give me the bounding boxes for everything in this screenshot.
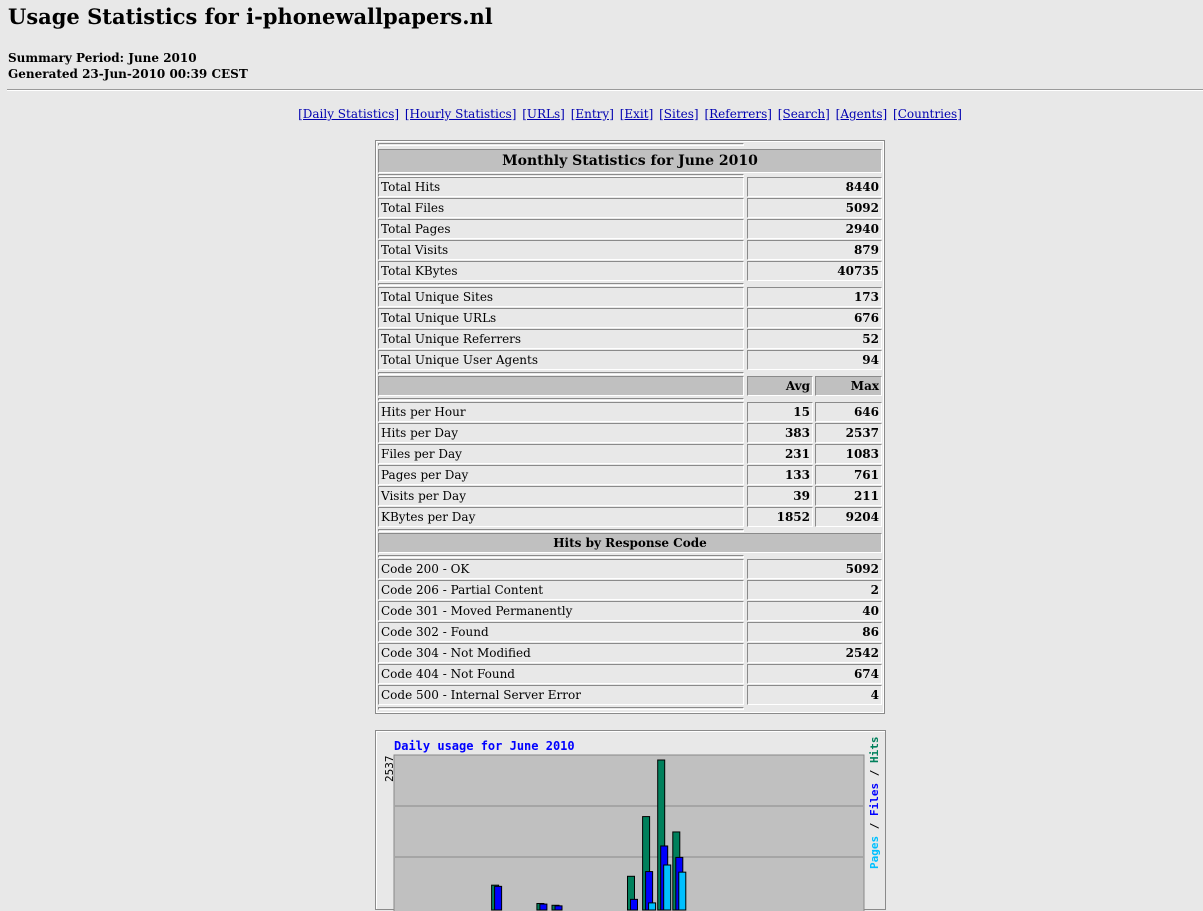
chart-legend <box>868 737 881 870</box>
files-bar-day-10 <box>540 904 547 910</box>
chart-y-max-label: 2537 <box>383 755 396 782</box>
response-code-value: 5092 <box>747 559 882 579</box>
table-separator <box>378 707 744 710</box>
legend-hits: Hits <box>868 736 881 763</box>
rates-header-blank <box>378 376 744 396</box>
table-separator <box>378 143 744 146</box>
rate-max-value: 9204 <box>815 507 882 527</box>
nav-link-agents[interactable]: [Agents] <box>835 107 888 121</box>
stat-value: 5092 <box>747 198 882 218</box>
stat-label: Total Pages <box>378 219 744 239</box>
files-bar-day-11 <box>555 906 562 910</box>
nav-link-sites[interactable]: [Sites] <box>659 107 699 121</box>
response-code-header: Hits by Response Code <box>378 533 882 553</box>
response-code-value: 86 <box>747 622 882 642</box>
rate-avg-value: 231 <box>747 444 813 464</box>
response-code-value: 2 <box>747 580 882 600</box>
max-column-header: Max <box>815 376 882 396</box>
stat-label: Total Unique User Agents <box>378 350 744 370</box>
legend-pages: Pages <box>868 835 881 869</box>
rate-avg-value: 383 <box>747 423 813 443</box>
response-code-label: Code 200 - OK <box>378 559 744 579</box>
chart-title: Daily usage for June 2010 <box>394 739 575 753</box>
table-title: Monthly Statistics for June 2010 <box>378 149 882 173</box>
nav-link-entry[interactable]: [Entry] <box>570 107 614 121</box>
rate-max-value: 211 <box>815 486 882 506</box>
stat-value: 2940 <box>747 219 882 239</box>
pages-bar-day-18 <box>664 865 671 910</box>
page-title: Usage Statistics for i-phonewallpapers.nl <box>8 4 493 29</box>
response-code-value: 674 <box>747 664 882 684</box>
stat-label: Total Unique Sites <box>378 287 744 307</box>
summary-period: Summary Period: June 2010 <box>8 51 197 65</box>
files-bar-day-16 <box>631 899 638 910</box>
table-separator <box>378 372 744 375</box>
nav-link-search[interactable]: [Search] <box>777 107 830 121</box>
response-code-label: Code 301 - Moved Permanently <box>378 601 744 621</box>
rate-max-value: 761 <box>815 465 882 485</box>
stat-value: 8440 <box>747 177 882 197</box>
report-navigation <box>0 107 1203 121</box>
nav-link-countries[interactable]: [Countries] <box>893 107 962 121</box>
table-separator <box>378 555 744 558</box>
table-separator <box>378 283 744 286</box>
nav-link-exit[interactable]: [Exit] <box>619 107 654 121</box>
rate-max-value: 1083 <box>815 444 882 464</box>
stat-label: Total Visits <box>378 240 744 260</box>
rate-label: Files per Day <box>378 444 744 464</box>
response-code-value: 4 <box>747 685 882 705</box>
monthly-statistics-table <box>375 140 885 714</box>
nav-link-referrers[interactable]: [Referrers] <box>704 107 772 121</box>
files-bar-day-7 <box>495 886 502 910</box>
stat-label: Total Hits <box>378 177 744 197</box>
stat-label: Total Unique Referrers <box>378 329 744 349</box>
stat-value: 94 <box>747 350 882 370</box>
legend-separator: / <box>868 769 881 777</box>
daily-usage-chart <box>375 730 886 910</box>
nav-link-daily-statistics[interactable]: [Daily Statistics] <box>298 107 400 121</box>
daily-usage-chart-svg <box>376 731 887 911</box>
legend-separator: / <box>868 822 881 830</box>
stat-value: 40735 <box>747 261 882 281</box>
rate-avg-value: 39 <box>747 486 813 506</box>
legend-files: Files <box>868 782 881 816</box>
table-separator <box>378 529 744 532</box>
nav-link-urls[interactable]: [URLs] <box>522 107 565 121</box>
response-code-value: 40 <box>747 601 882 621</box>
stat-value: 879 <box>747 240 882 260</box>
rate-label: KBytes per Day <box>378 507 744 527</box>
response-code-label: Code 206 - Partial Content <box>378 580 744 600</box>
pages-bar-day-17 <box>649 903 656 910</box>
rate-avg-value: 1852 <box>747 507 813 527</box>
svg-text:Pages / Files <box>868 737 881 870</box>
stat-value: 173 <box>747 287 882 307</box>
rate-label: Hits per Hour <box>378 402 744 422</box>
response-code-label: Code 302 - Found <box>378 622 744 642</box>
response-code-label: Code 500 - Internal Server Error <box>378 685 744 705</box>
stat-label: Total Unique URLs <box>378 308 744 328</box>
table-separator <box>378 398 744 401</box>
rate-avg-value: 133 <box>747 465 813 485</box>
horizontal-divider <box>7 89 1203 91</box>
rate-label: Pages per Day <box>378 465 744 485</box>
stat-label: Total KBytes <box>378 261 744 281</box>
rate-avg-value: 15 <box>747 402 813 422</box>
pages-bar-day-19 <box>679 872 686 910</box>
rate-max-value: 646 <box>815 402 882 422</box>
response-code-label: Code 404 - Not Found <box>378 664 744 684</box>
summary-block <box>8 50 248 82</box>
rate-max-value: 2537 <box>815 423 882 443</box>
rate-label: Hits per Day <box>378 423 744 443</box>
response-code-label: Code 304 - Not Modified <box>378 643 744 663</box>
rate-label: Visits per Day <box>378 486 744 506</box>
stat-label: Total Files <box>378 198 744 218</box>
stat-value: 676 <box>747 308 882 328</box>
avg-column-header: Avg <box>747 376 813 396</box>
stat-value: 52 <box>747 329 882 349</box>
generated-timestamp: Generated 23-Jun-2010 00:39 CEST <box>8 67 248 81</box>
nav-link-hourly-statistics[interactable]: [Hourly Statistics] <box>404 107 517 121</box>
response-code-value: 2542 <box>747 643 882 663</box>
